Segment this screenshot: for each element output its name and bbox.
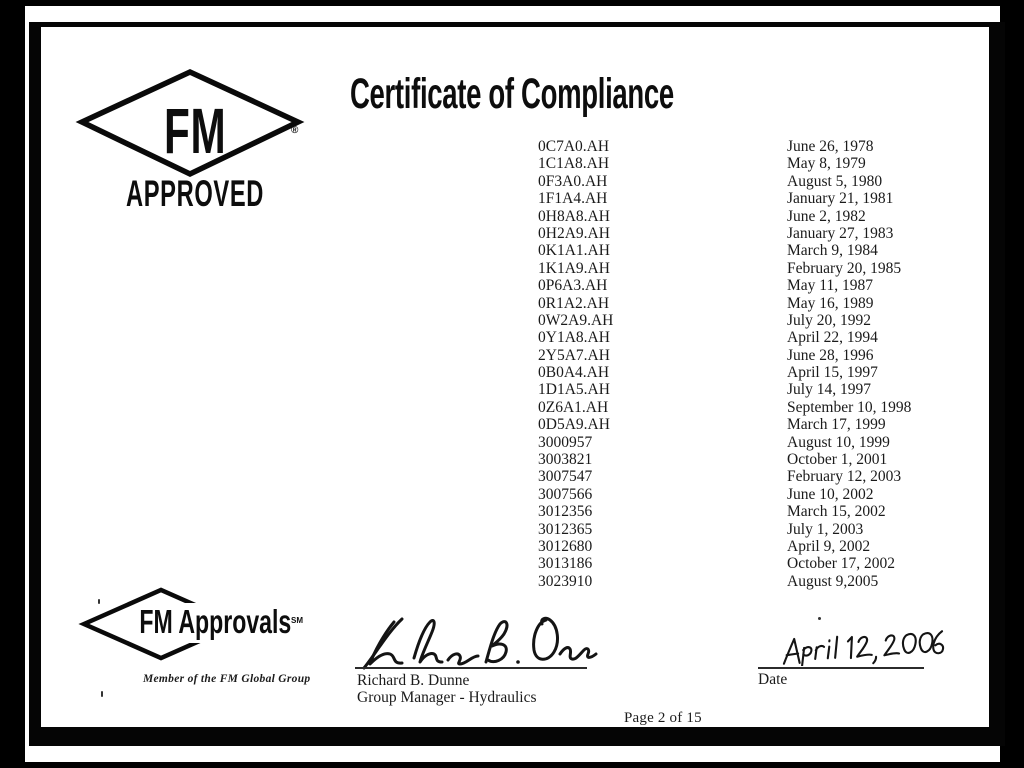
approval-date: October 17, 2002 [787,555,896,573]
fm-monogram: FM [164,95,227,167]
project-id: 3007566 [538,485,593,503]
handwritten-signature [358,612,598,672]
scan-artifact-dot [101,691,103,697]
record-row [538,190,968,207]
record-row [538,503,968,520]
project-id: 0D5A9.AH [538,416,610,434]
record-row [538,399,968,416]
project-id: 0H2A9.AH [538,224,610,242]
approval-date: April 9, 2002 [787,537,871,555]
project-id: 3023910 [538,572,593,590]
approval-date: June 2, 1982 [787,207,866,225]
record-row [538,242,968,259]
approval-date: January 21, 1981 [787,190,894,208]
scan-artifact-dot [818,617,821,620]
record-row [538,225,968,242]
approval-date: March 15, 2002 [787,503,886,521]
date-label: Date [758,671,788,688]
project-id: 0H8A8.AH [538,207,610,225]
project-id: 1K1A9.AH [538,259,610,277]
project-id: 3003821 [538,451,593,469]
record-row [538,364,968,381]
approval-date: May 11, 1987 [787,277,873,295]
record-row [538,208,968,225]
approval-date: July 20, 1992 [787,311,871,329]
approval-date: August 5, 1980 [787,172,883,190]
record-row [538,451,968,468]
record-row [538,381,968,398]
approval-date: January 27, 1983 [787,224,894,242]
project-id: 0Y1A8.AH [538,329,610,347]
registered-trademark-icon: ® [291,125,299,136]
approval-date: September 10, 1998 [787,398,912,416]
project-id: 3000957 [538,433,593,451]
project-id: 1D1A5.AH [538,381,610,399]
record-row [538,416,968,433]
approved-wordmark: APPROVED [126,173,265,214]
approval-date: July 14, 1997 [787,381,871,399]
certificate-page [25,6,1000,762]
project-id: 3007547 [538,468,593,486]
project-id: 0B0A4.AH [538,364,610,382]
record-row [538,138,968,155]
record-row [538,486,968,503]
project-id: 0F3A0.AH [538,172,608,190]
record-row [538,347,968,364]
approval-date: April 15, 1997 [787,364,878,382]
record-row [538,329,968,346]
project-id: 3012356 [538,503,593,521]
project-id: 0Z6A1.AH [538,398,609,416]
record-row [538,538,968,555]
record-row [538,434,968,451]
project-id: 0C7A0.AH [538,138,610,155]
fm-global-tagline: Member of the FM Global Group [143,673,311,685]
project-id: 3013186 [538,555,593,573]
approval-date: February 12, 2003 [787,468,902,486]
date-line [758,667,924,669]
record-row [538,468,968,485]
project-id: 3012680 [538,537,593,555]
scan-artifact-dot [98,599,100,604]
record-row [538,555,968,572]
approval-date: June 26, 1978 [787,138,874,155]
project-id: 1F1A4.AH [538,190,608,208]
record-row [538,295,968,312]
approval-date: March 9, 1984 [787,242,878,260]
approval-date: June 10, 2002 [787,485,874,503]
project-id: 1C1A8.AH [538,155,610,173]
service-mark-icon: SM [291,616,303,625]
signer-name: Richard B. Dunne [357,672,470,689]
approval-date: March 17, 1999 [787,416,886,434]
project-id: 0P6A3.AH [538,277,608,295]
record-row [538,277,968,294]
approval-date: August 10, 1999 [787,433,890,451]
handwritten-date [779,630,947,666]
approval-date: July 1, 2003 [787,520,864,538]
approval-date: October 1, 2001 [787,451,888,469]
project-id: 0R1A2.AH [538,294,610,312]
project-id: 3012365 [538,520,593,538]
signature-line [355,667,587,669]
project-id: 2Y5A7.AH [538,346,610,364]
signer-role: Group Manager - Hydraulics [357,689,537,706]
approval-date: May 8, 1979 [787,155,866,173]
page-number: Page 2 of 15 [624,710,702,726]
approval-date: April 22, 1994 [787,329,878,347]
page-title: Certificate of Compliance [350,70,674,118]
record-row [538,173,968,190]
fm-approvals-wordmark: FM Approvals [138,603,295,643]
record-row [538,521,968,538]
project-id: 0K1A1.AH [538,242,610,260]
approval-date: February 20, 1985 [787,259,902,277]
record-row [538,312,968,329]
approval-date: August 9,2005 [787,572,879,590]
record-row [538,260,968,277]
approval-date: May 16, 1989 [787,294,874,312]
record-row [538,155,968,172]
project-id: 0W2A9.AH [538,311,614,329]
record-row [538,573,968,590]
approval-date: June 28, 1996 [787,346,874,364]
approval-records-list [538,138,968,590]
